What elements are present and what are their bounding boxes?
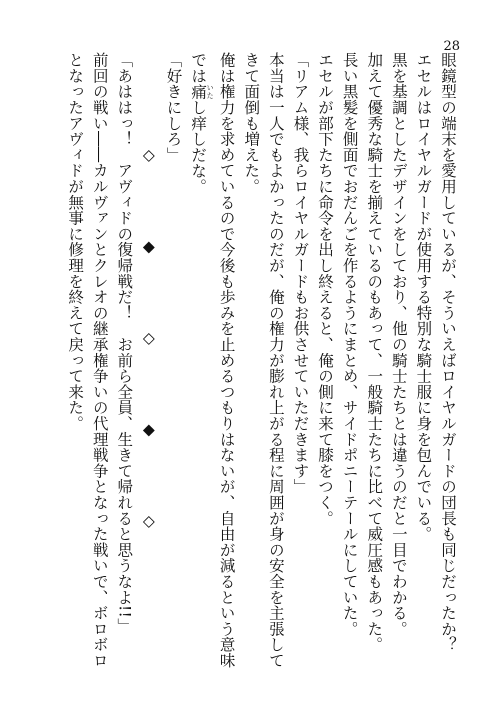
text-line: 前回の戦い――カルヴァンとクレオの継承権争いの代理戦争となった戦いで、ボロボロ <box>90 52 109 669</box>
dialogue-line: 「好きにしろ」 <box>164 52 183 163</box>
ruby-base: 痛 <box>189 83 208 100</box>
text-line: 加えて優秀な騎士を揃えているのもあって、一般騎士たちに比べて威圧感もあった。 <box>365 52 384 653</box>
text-segment: では <box>189 52 208 84</box>
text-line: 長い黒髪を側面でおだんごを作るようにまとめ、サイドポニーテールにしていた。 <box>340 52 359 637</box>
text-line: きて面倒も増えた。 <box>242 52 261 195</box>
text-line <box>185 52 214 672</box>
text-line: エセルが部下たちに命令を出し終えると、俺の側に来て膝をつく。 <box>316 52 335 526</box>
page-number: 28 <box>443 39 460 54</box>
text-line: 本当は一人でもよかったのだが、俺の権力が膨れ上がる程に周囲が身の安全を主張して <box>266 52 285 669</box>
text-line: となったアヴィドが無事に修理を終えて戻って来た。 <box>66 52 85 432</box>
text-line <box>214 52 239 672</box>
text-line: 眼鏡型の端末を愛用しているが、そういえばロイヤルガードの団長も同じだったか？ <box>439 52 457 653</box>
scene-separator: ◇ ◆ ◇ ◆ ◇ <box>139 146 158 559</box>
text-segment: 俺は権力を求めているので今後も歩みを止めるつもりはないが、自由が減るという意味 <box>217 52 236 669</box>
text-line: エセルはロイヤルガードが使用する特別な騎士服に身を包んでいる。 <box>414 52 433 542</box>
furigana-word <box>189 83 215 100</box>
text-segment: し痒しだな。 <box>189 99 208 195</box>
dialogue-line: 「リアム様、我らロイヤルガードもお供させていただきます」 <box>291 52 310 495</box>
dialogue-line: 「あははっ！ アヴィドの復帰戦だ！ お前ら全員、生きて帰れると思うなよ!!」 <box>115 52 134 634</box>
text-line: 黒を基調としたデザインをしており、他の騎士たちとは違うのだと一目でわかる。 <box>389 52 408 637</box>
novel-text-block <box>28 52 460 672</box>
ruby-reading: いた <box>206 83 215 100</box>
